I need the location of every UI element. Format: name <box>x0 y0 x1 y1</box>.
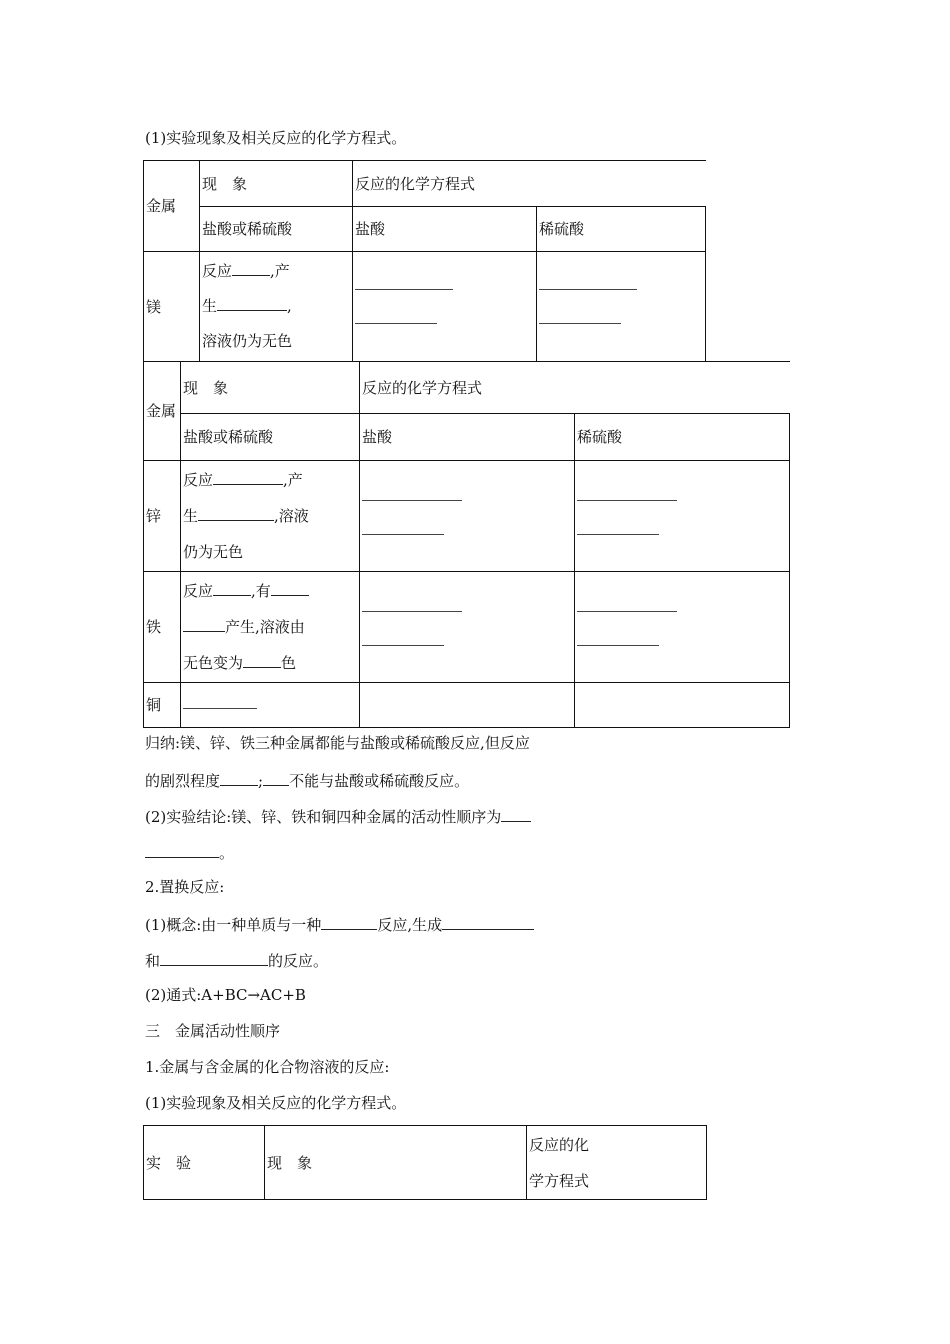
experiment-header: 实 验 <box>144 1126 265 1200</box>
metal-fe: 铁 <box>144 572 181 683</box>
concept-line: (1)概念:由一种单质与一种 反应,生成 <box>145 913 534 935</box>
metal-header-2: 金属 <box>144 362 181 461</box>
concept-blank-3[interactable] <box>160 949 268 966</box>
fe-blank-2[interactable] <box>271 579 309 596</box>
hcl-header-2: 盐酸 <box>360 414 575 461</box>
cu-hcl-equation[interactable] <box>360 683 575 728</box>
metal-mg: 镁 <box>144 252 200 362</box>
sub-section-1: 1.金属与含金属的化合物溶液的反应: <box>145 1058 390 1076</box>
mg-phenomenon: 反应 ,产 生 , 溶液仍为无色 <box>200 252 353 362</box>
equation-header-3: 反应的化 学方程式 <box>527 1126 707 1200</box>
mg-blank-1[interactable] <box>232 259 270 276</box>
section-2-title: 2.置换反应: <box>145 878 225 896</box>
intro-line: (1)实验现象及相关反应的化学方程式。 <box>145 129 407 147</box>
cu-phenomenon[interactable] <box>181 683 360 728</box>
metal-header: 金属 <box>144 161 200 252</box>
summary-line-1: 归纳:镁、锌、铁三种金属都能与盐酸或稀硫酸反应,但反应 <box>145 734 530 752</box>
h2so4-header-2: 稀硫酸 <box>575 414 790 461</box>
fe-blank-3[interactable] <box>183 615 225 632</box>
table-experiment <box>143 1125 707 1200</box>
zn-hcl-equation[interactable] <box>360 461 575 572</box>
concept-blank-1[interactable] <box>321 913 377 930</box>
fe-phenomenon: 反应 ,有 产生,溶液由 无色变为 色 <box>181 572 360 683</box>
fe-blank-1[interactable] <box>213 579 251 596</box>
cu-h2so4-equation[interactable] <box>575 683 790 728</box>
table-zn-fe-cu <box>143 361 790 728</box>
mg-blank-2[interactable] <box>217 294 287 311</box>
fe-blank-4[interactable] <box>243 651 281 668</box>
concept-blank-2[interactable] <box>442 913 534 930</box>
sub-section-1-intro: (1)实验现象及相关反应的化学方程式。 <box>145 1094 407 1112</box>
h2so4-header: 稀硫酸 <box>537 207 706 252</box>
conclusion-line: (2)实验结论:镁、锌、铁和铜四种金属的活动性顺序为 <box>145 805 531 827</box>
summary-blank-2[interactable] <box>263 769 289 786</box>
fe-h2so4-equation[interactable] <box>575 572 790 683</box>
equation-header-2: 反应的化学方程式 <box>360 362 790 414</box>
mg-hcl-equation[interactable] <box>353 252 537 362</box>
mg-h2so4-equation[interactable] <box>537 252 706 362</box>
equation-header: 反应的化学方程式 <box>353 161 706 207</box>
conclusion-blank-1[interactable] <box>501 805 531 822</box>
metal-zn: 锌 <box>144 461 181 572</box>
conclusion-line-2: 。 <box>145 841 234 863</box>
phenomenon-header-2: 现 象 <box>181 362 360 414</box>
concept-line-2: 和 的反应。 <box>145 949 328 971</box>
summary-line-2: 的剧烈程度 ; 不能与盐酸或稀硫酸反应。 <box>145 769 469 791</box>
table-mg <box>143 160 706 362</box>
zn-h2so4-equation[interactable] <box>575 461 790 572</box>
section-3-title: 三 金属活动性顺序 <box>145 1022 281 1040</box>
metal-cu: 铜 <box>144 683 181 728</box>
zn-blank-2[interactable] <box>198 504 274 521</box>
acid-both-header-2: 盐酸或稀硫酸 <box>181 414 360 461</box>
zn-phenomenon: 反应 ,产 生 ,溶液 仍为无色 <box>181 461 360 572</box>
fe-hcl-equation[interactable] <box>360 572 575 683</box>
zn-blank-1[interactable] <box>213 468 283 485</box>
acid-both-header: 盐酸或稀硫酸 <box>200 207 353 252</box>
summary-blank-1[interactable] <box>220 769 258 786</box>
conclusion-blank-2[interactable] <box>145 841 219 858</box>
phenomenon-header-3: 现 象 <box>265 1126 527 1200</box>
phenomenon-header: 现 象 <box>200 161 353 207</box>
formula-line: (2)通式:A+BC→AC+B <box>145 986 306 1004</box>
hcl-header: 盐酸 <box>353 207 537 252</box>
